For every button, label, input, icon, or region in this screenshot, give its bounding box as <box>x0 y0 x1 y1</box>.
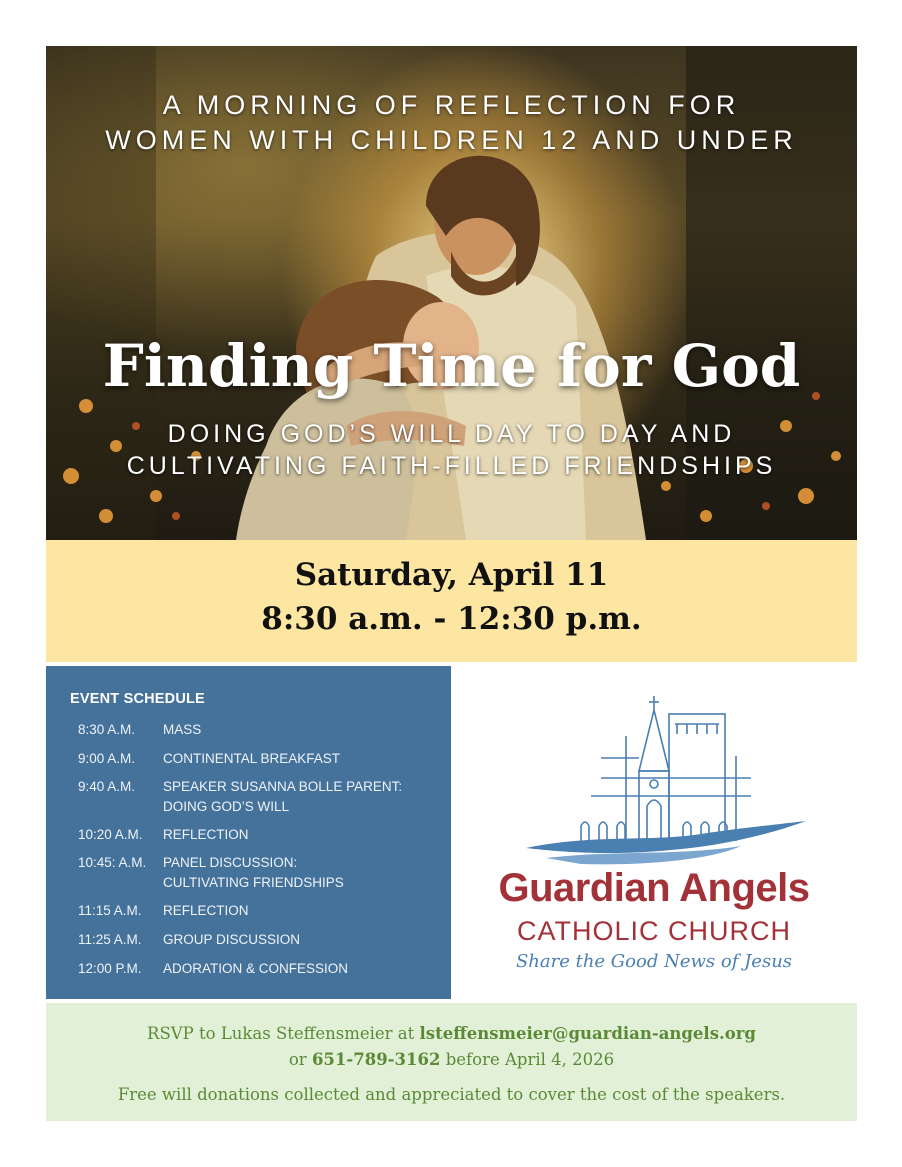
schedule-title: EVENT SCHEDULE <box>70 691 205 707</box>
schedule-time: 10:45: A.M. <box>78 855 147 870</box>
activity-line: MASS <box>163 722 202 737</box>
schedule-activity <box>163 777 448 817</box>
middle-section <box>46 666 857 1003</box>
schedule-activity <box>163 720 448 740</box>
church-logo <box>451 666 857 999</box>
subtitle-line-1: DOING GOD’S WILL DAY TO DAY AND <box>167 420 736 448</box>
schedule-item <box>78 720 448 740</box>
schedule-item <box>78 959 448 979</box>
schedule-time: 9:40 A.M. <box>78 779 136 794</box>
subtitle-line-2: CULTIVATING FAITH-FILLED FRIENDSHIPS <box>126 452 777 480</box>
kicker-line-2: WOMEN WITH CHILDREN 12 AND UNDER <box>105 125 798 155</box>
rsvp-phone-link[interactable]: 651-789-3162 <box>311 1050 441 1069</box>
schedule-activity <box>163 959 448 979</box>
kicker-line-1: A MORNING OF REFLECTION FOR <box>162 90 741 120</box>
event-schedule <box>46 666 451 999</box>
rsvp-phone-line <box>46 1047 857 1073</box>
schedule-item <box>78 901 448 921</box>
rsvp-email-link[interactable]: lsteffensmeier@guardian-angels.org <box>419 1024 756 1043</box>
event-subtitle <box>46 418 857 482</box>
activity-line: CONTINENTAL BREAKFAST <box>163 751 341 766</box>
event-flyer <box>46 46 857 1121</box>
organization-name: Guardian Angels <box>498 866 810 910</box>
hero-banner <box>46 46 857 540</box>
schedule-time: 10:20 A.M. <box>78 827 143 842</box>
schedule-time: 11:25 A.M. <box>78 932 142 947</box>
event-time: 8:30 a.m. - 12:30 p.m. <box>261 601 642 637</box>
organization-subtitle: CATHOLIC CHURCH <box>516 916 791 946</box>
schedule-item <box>78 853 448 893</box>
organization-tagline: Share the Good News of Jesus <box>515 951 793 972</box>
date-band <box>46 540 857 662</box>
schedule-time: 8:30 A.M. <box>78 722 136 737</box>
rsvp-or: or <box>288 1050 312 1069</box>
rsvp-prefix: RSVP to Lukas Steffensmeier at <box>147 1024 420 1043</box>
schedule-item <box>78 749 448 769</box>
activity-line: SPEAKER SUSANNA BOLLE PARENT: <box>163 779 403 794</box>
hero-kicker <box>46 88 857 158</box>
schedule-activity <box>163 825 448 845</box>
activity-line: ADORATION & CONFESSION <box>163 961 349 976</box>
donation-note: Free will donations collected and appreciated to cover the cost of the speakers. <box>117 1085 786 1104</box>
schedule-list <box>78 720 448 979</box>
schedule-activity <box>163 853 448 893</box>
schedule-item <box>78 777 448 817</box>
schedule-time: 9:00 A.M. <box>78 751 136 766</box>
schedule-time: 12:00 P.M. <box>78 961 142 976</box>
event-title: Finding Time for God <box>102 332 801 400</box>
schedule-activity <box>163 901 448 921</box>
activity-line: REFLECTION <box>163 903 249 918</box>
schedule-time: 11:15 A.M. <box>78 903 142 918</box>
rsvp-deadline: before April 4, 2026 <box>440 1050 615 1069</box>
church-steeple-icon <box>451 666 857 866</box>
activity-line: REFLECTION <box>163 827 249 842</box>
activity-line: GROUP DISCUSSION <box>163 932 301 947</box>
activity-line: CULTIVATING FRIENDSHIPS <box>163 875 344 890</box>
schedule-activity <box>163 749 448 769</box>
rsvp-section <box>46 1003 857 1121</box>
schedule-activity <box>163 930 448 950</box>
activity-line: PANEL DISCUSSION: <box>163 855 298 870</box>
schedule-item <box>78 825 448 845</box>
schedule-item <box>78 930 448 950</box>
activity-line: DOING GOD’S WILL <box>163 799 290 814</box>
rsvp-contact-line <box>46 1003 857 1047</box>
event-date: Saturday, April 11 <box>294 557 609 593</box>
